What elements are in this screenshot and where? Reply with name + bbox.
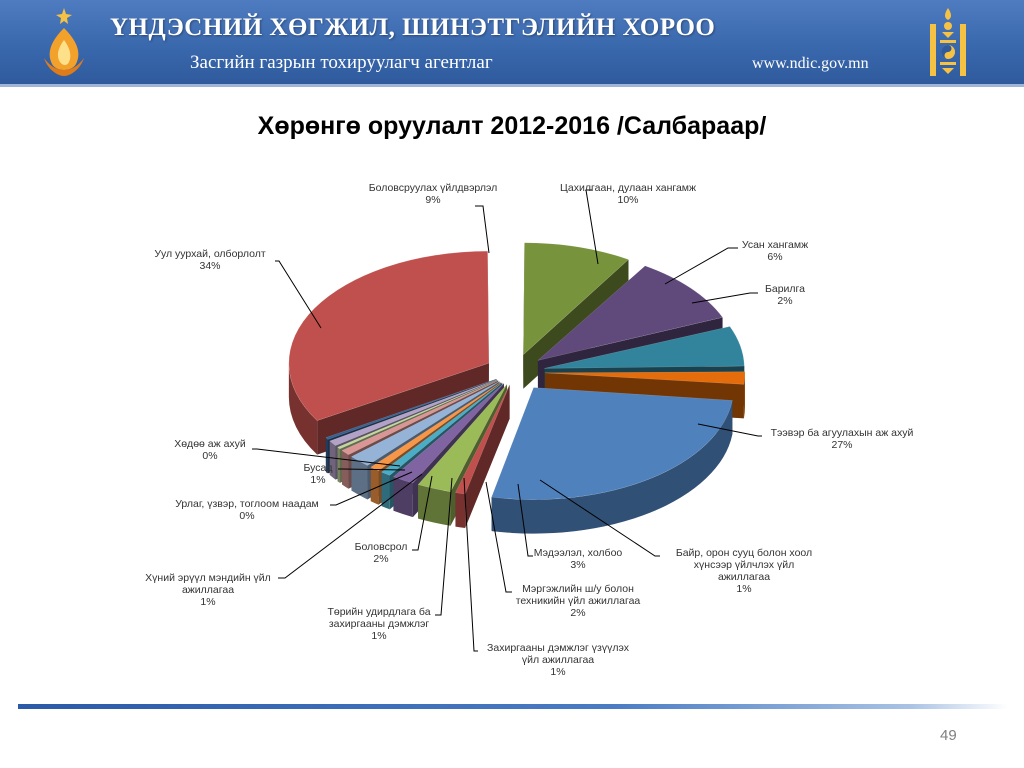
slice-value-label: 34% (199, 260, 221, 272)
slice-category-label: Урлаг, үзвэр, тоглоом наадам (175, 498, 319, 510)
slice-category-label: Хүний эрүүл мэндийн үйл (145, 572, 271, 584)
slice-value-label: 1% (371, 630, 387, 642)
slice-category-label: ажиллагаа (717, 571, 771, 583)
slice-category-label: Тээвэр ба агуулахын аж ахуй (770, 427, 914, 439)
chart-title: Хөрөнгө оруулалт 2012-2016 /Салбараар/ (257, 112, 767, 140)
slice-category-label: Байр, орон сууц болон хоол (675, 547, 813, 559)
slice-value-label: 10% (617, 194, 639, 206)
slice-value-label: 2% (373, 553, 389, 565)
slice-category-label: Мэргэжлийн ш/у болон (522, 583, 634, 595)
slice-value-label: 0% (239, 510, 255, 522)
slice-category-label: Усан хангамж (741, 239, 809, 251)
slice-value-label: 1% (310, 474, 326, 486)
leader-line (665, 248, 738, 284)
leader-line (475, 206, 489, 253)
slice-category-label: Мэдээлэл, холбоо (533, 547, 623, 559)
header-url: www.ndic.gov.mn (752, 55, 869, 72)
slice-value-label: 2% (570, 607, 586, 619)
slice-category-label: ажиллагаа (181, 584, 235, 596)
slice-category-label: Боловсрол (354, 541, 408, 553)
page-number: 49 (940, 727, 957, 744)
slice-category-label: Төрийн удирдлага ба (327, 606, 431, 618)
slice-category-label: Захиргааны дэмжлэг үзүүлэх (487, 642, 629, 654)
slice-category-label: Бусад (303, 462, 333, 474)
header-subtitle: Засгийн газрын тохируулагч агентлаг (190, 52, 493, 73)
slice-value-label: 0% (202, 450, 218, 462)
slice-value-label: 1% (736, 583, 752, 595)
slice-value-label: 9% (425, 194, 441, 206)
slice-value-label: 1% (550, 666, 566, 678)
slice-category-label: үйл ажиллагаа (521, 654, 595, 666)
slice-value-label: 27% (831, 439, 853, 451)
slice-category-label: Хөдөө аж ахуй (174, 438, 246, 450)
slice-value-label: 3% (570, 559, 586, 571)
slice-value-label: 6% (767, 251, 783, 263)
footer-divider (18, 704, 1008, 709)
pie-slice (492, 388, 733, 534)
slice-category-label: захиргааны дэмжлэг (328, 618, 430, 630)
slice-value-label: 1% (200, 596, 216, 608)
slice-value-label: 2% (777, 295, 793, 307)
slice-category-label: Цахилгаан, дулаан хангамж (559, 182, 697, 194)
slice-category-label: Боловсруулах үйлдвэрлэл (368, 182, 498, 194)
slice-category-label: Уул уурхай, олборлолт (154, 248, 266, 260)
slice-category-label: хүнсээр үйлчлэх үйл (693, 559, 795, 571)
slice-category-label: Барилга (764, 283, 806, 295)
header-title: ҮНДЭСНИЙ ХӨГЖИЛ, ШИНЭТГЭЛИЙН ХОРОО (110, 14, 716, 41)
slice-category-label: техникийн үйл ажиллагаа (515, 595, 641, 607)
